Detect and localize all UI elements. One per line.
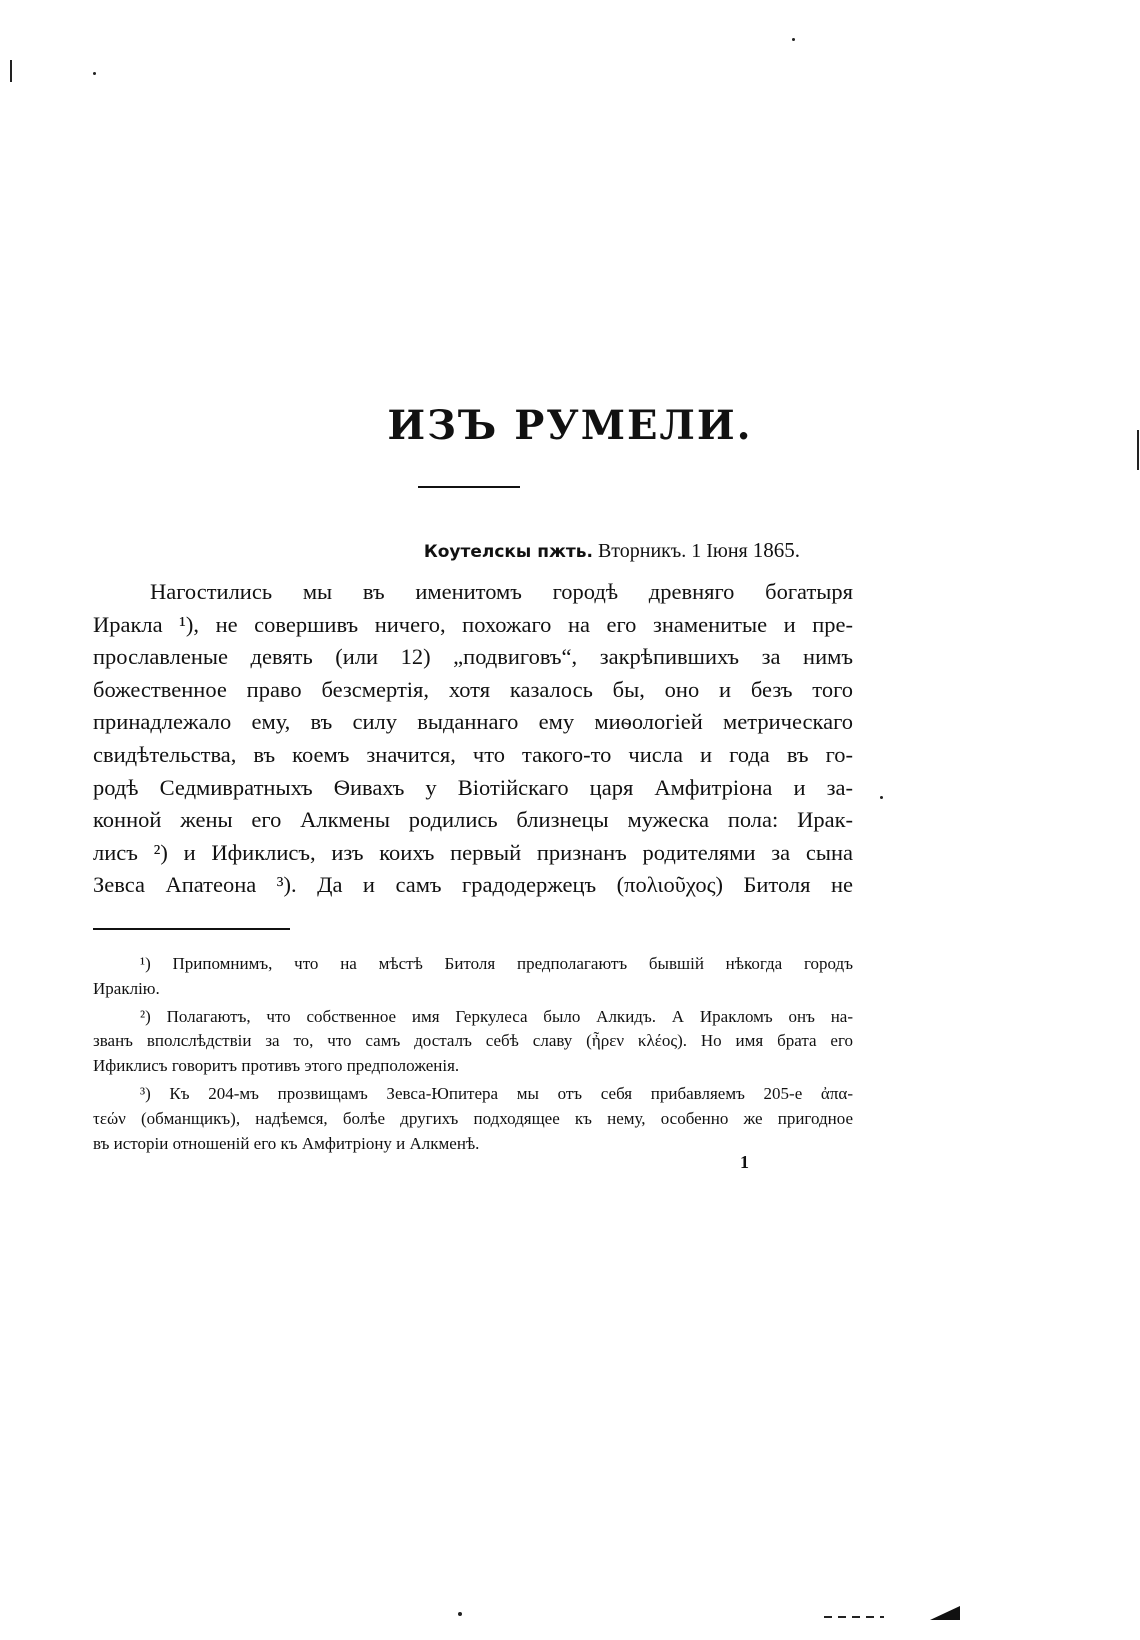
dateline-day: Вторникъ. 1 Іюня xyxy=(597,540,748,562)
scan-artifact xyxy=(10,60,12,82)
body-line: принадлежало ему, въ силу выданнаго ему миѳологіей метрическаго xyxy=(93,709,853,735)
body-line: прославленые девять (или 12) „подвиговъ“, закрѣпившихъ за нимъ xyxy=(93,644,853,670)
footnote-rule xyxy=(93,928,290,930)
body-line: Зевса Апатеона ³). Да и самъ градодержецъ (πολιοῦχος) Битоля не xyxy=(93,872,853,898)
footnote-line: званъ вполслѣдствіи за то, что самъ досталъ себѣ славу (ἦρεν κλέος). Но имя брата его xyxy=(93,1031,853,1051)
body-line: родѣ Седмивратныхъ Ѳивахъ у Віотійскаго царя Амфитріона и за- xyxy=(93,774,853,800)
dateline-year: 1865. xyxy=(752,538,800,562)
page-title: ИЗЪ РУМЕЛИ. xyxy=(387,402,753,449)
scan-artifact xyxy=(792,38,795,41)
body-line: свидѣтельства, въ коемъ значится, что такого-то числа и года въ го- xyxy=(93,741,853,767)
body-line: лисъ ²) и Ификлисъ, изъ коихъ первый признанъ родителями за сына xyxy=(93,839,853,865)
scan-artifact xyxy=(1137,430,1139,470)
body-line: Иракла ¹), не совершивъ ничего, похожаго на его знаменитые и пре- xyxy=(93,611,853,637)
body-line: Нагостились мы въ именитомъ городѣ древняго богатыря xyxy=(150,579,853,604)
scan-artifact xyxy=(824,1616,884,1618)
footnote-line: τεών (обманщикъ), надѣемся, болѣе другихъ подходящее къ нему, особенно же пригодное xyxy=(93,1108,853,1128)
footnote-line: ¹) Припомнимъ, что на мѣстѣ Битоля предполагаютъ бывшій нѣкогда городъ xyxy=(140,954,853,973)
scan-artifact xyxy=(93,72,96,75)
body-text xyxy=(93,576,853,902)
dateline xyxy=(0,538,800,563)
footnote-line: Ираклію. xyxy=(93,978,160,998)
page-number: 1 xyxy=(740,1152,749,1172)
dateline-place: Коутелскы пжть. xyxy=(423,542,593,562)
scan-artifact xyxy=(930,1606,960,1620)
footnote-line: ³) Къ 204-мъ прозвищамъ Зевса-Юпитера мы отъ себя прибавляемъ 205-е ἀπα- xyxy=(140,1083,853,1103)
footnotes xyxy=(93,952,853,1156)
scan-artifact xyxy=(458,1612,462,1616)
title-rule xyxy=(418,486,520,488)
body-line: конной жены его Алкмены родились близнецы мужеска пола: Ирак- xyxy=(93,807,853,833)
scan-artifact xyxy=(880,796,883,799)
footnote-line: ²) Полагаютъ, что собственное имя Геркулеса было Алкидъ. А Иракломъ онъ на- xyxy=(140,1006,853,1026)
body-line: божественное право безсмертія, хотя казалось бы, оно и безъ того xyxy=(93,676,853,702)
footnote-line: Ификлисъ говоритъ противъ этого предположенія. xyxy=(93,1056,460,1076)
footnote-line: въ исторіи отношеній его къ Амфитріону и Алкменѣ. xyxy=(93,1133,480,1153)
